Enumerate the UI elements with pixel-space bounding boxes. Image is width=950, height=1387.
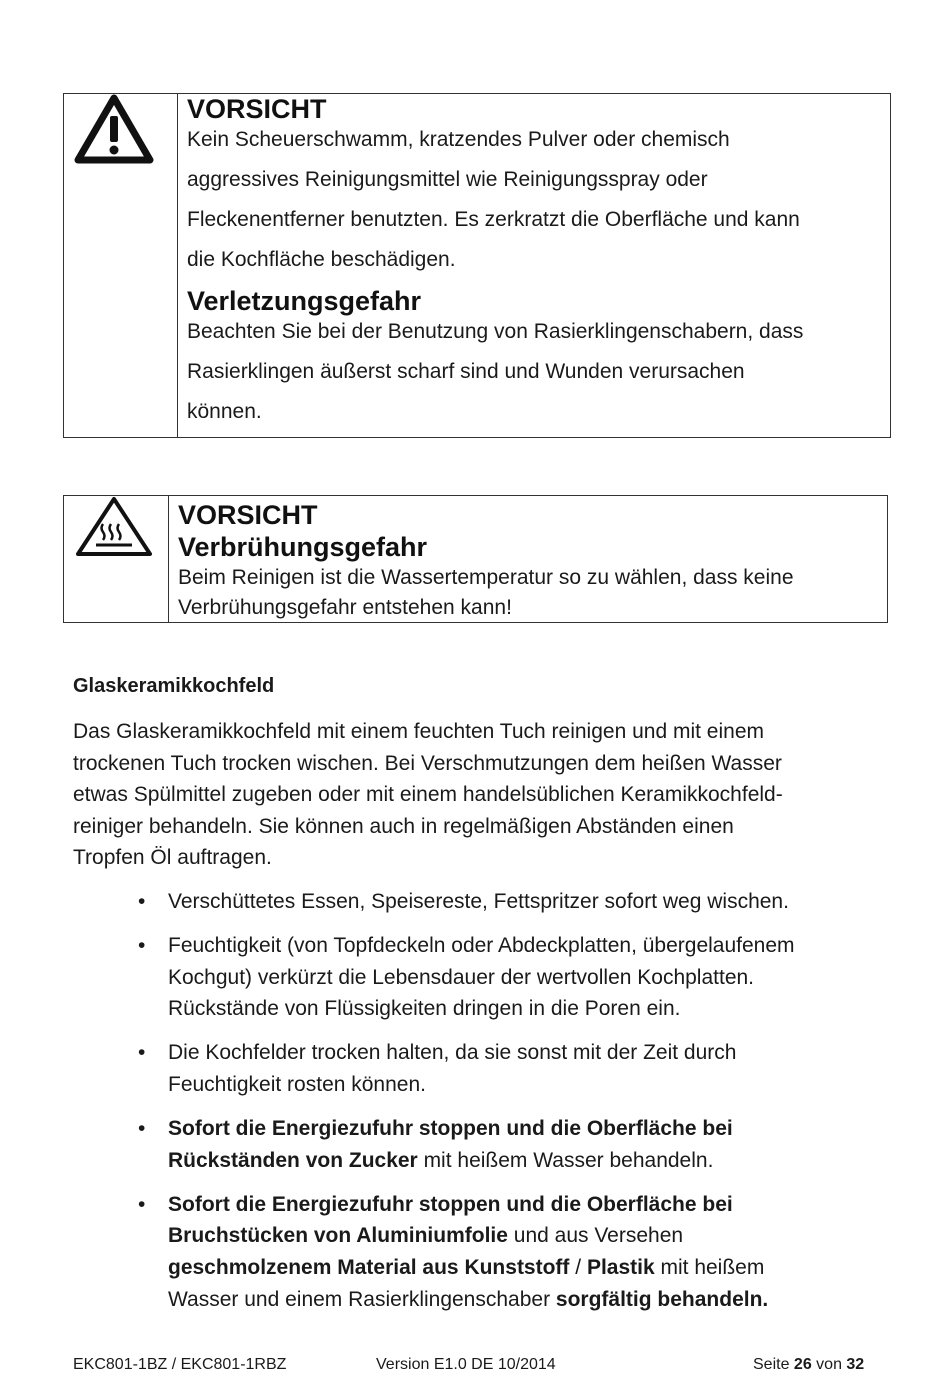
list-item-text: und aus Versehen [507, 1224, 684, 1248]
scalding-hazard-heading: Verbrühungsgefahr [178, 532, 428, 562]
list-item [73, 1113, 873, 1176]
list-item-line [168, 1284, 873, 1316]
hot-surface-icon-cell [64, 496, 169, 622]
page-current: 26 [793, 1356, 812, 1373]
bold-text: Plastik [586, 1255, 655, 1279]
footer-model: EKC801-1BZ / EKC801-1RBZ [73, 1356, 287, 1373]
hot-surface-icon [74, 496, 154, 558]
page-mid: von [811, 1356, 847, 1373]
list-item-line: Feuchtigkeit rosten können. [168, 1072, 426, 1096]
bold-text: Sofort die Energiezufuhr stoppen und die Oberfläche bei [168, 1117, 733, 1141]
warning-text-line: Kein Scheuerschwamm, kratzendes Pulver oder chemisch [187, 128, 730, 151]
warning-text-line: Beim Reinigen ist die Wassertemperatur so zu wählen, dass keine [178, 566, 794, 589]
list-item-text: mit heißem Wasser behandeln. [417, 1148, 714, 1172]
warning-box-scalding [63, 495, 888, 623]
warning-text-line: Fleckenentferner benutzten. Es zerkratzt die Oberfläche und kann [187, 208, 800, 231]
warning-heading: VORSICHT [187, 94, 327, 124]
warning-text-line: die Kochfläche beschädigen. [187, 248, 456, 271]
paragraph-line: etwas Spülmittel zugeben oder mit einem handelsüblichen Keramikkochfeld- [73, 783, 783, 807]
list-item-line: Verschüttetes Essen, Speisereste, Fettspritzer sofort weg wischen. [168, 890, 789, 913]
bold-text: Sofort die Energiezufuhr stoppen und die Oberfläche bei [168, 1192, 733, 1216]
warning-triangle-icon [74, 94, 154, 164]
list-item-line [168, 1252, 873, 1284]
care-bullet-list [73, 886, 873, 1328]
warning-box-caution [63, 93, 891, 438]
list-item [73, 886, 873, 918]
page-total: 32 [846, 1356, 865, 1373]
bold-text: Rückständen von Zucker [168, 1148, 418, 1172]
list-item-line [168, 1145, 873, 1177]
section-paragraph [73, 716, 873, 874]
injury-hazard-text [187, 312, 803, 432]
paragraph-line: reiniger behandeln. Sie können auch in regelmäßigen Abständen einen [73, 814, 734, 838]
bullet-icon: • [138, 1041, 146, 1065]
bold-text: sorgfältig behandeln. [555, 1287, 769, 1311]
warning-text-line: aggressives Reinigungsmittel wie Reinigungsspray oder [187, 168, 708, 191]
list-item [73, 930, 873, 1025]
bullet-icon: • [138, 1117, 146, 1141]
list-item-line: Rückstände von Flüssigkeiten dringen in die Poren ein. [168, 997, 681, 1021]
bold-text: Bruchstücken von Aluminiumfolie [168, 1224, 508, 1248]
paragraph-line: trockenen Tuch trocken wischen. Bei Verschmutzungen dem heißen Wasser [73, 751, 782, 775]
bullet-icon: • [138, 934, 146, 958]
list-item-line [168, 1220, 873, 1252]
page-prefix: Seite [753, 1356, 794, 1373]
list-item [73, 1037, 873, 1100]
paragraph-line: Das Glaskeramikkochfeld mit einem feuchten Tuch reinigen und mit einem [73, 720, 764, 743]
warning-text-line: können. [187, 400, 262, 423]
bold-text: geschmolzenem Material aus Kunststoff [168, 1255, 570, 1279]
footer-version: Version E1.0 DE 10/2014 [376, 1356, 556, 1373]
warning-heading: VORSICHT [178, 500, 318, 530]
warning-text-line: Verbrühungsgefahr entstehen kann! [178, 596, 512, 619]
bullet-icon: • [138, 890, 146, 913]
warning-text-line: Beachten Sie bei der Benutzung von Rasierklingenschabern, dass [187, 320, 804, 343]
bullet-icon: • [138, 1192, 146, 1216]
list-item [73, 1189, 873, 1315]
warning-icon-cell [64, 94, 178, 437]
warning-text-cell [178, 94, 803, 437]
list-item-line [168, 1189, 873, 1221]
warning-text-line: Rasierklingen äußerst scharf sind und Wunden verursachen [187, 360, 745, 383]
list-item-line: Kochgut) verkürzt die Lebensdauer der wertvollen Kochplatten. [168, 965, 755, 989]
list-item-line [168, 1113, 873, 1145]
list-item-text: mit heißem [654, 1255, 765, 1279]
paragraph-line: Tropfen Öl auftragen. [73, 846, 272, 870]
scalding-text-cell [169, 496, 794, 622]
list-item-line: Feuchtigkeit (von Topfdeckeln oder Abdeckplatten, übergelaufenem [168, 934, 795, 958]
warning-text [187, 120, 803, 280]
injury-hazard-heading: Verletzungsgefahr [187, 286, 422, 316]
scalding-hazard-text [178, 563, 794, 623]
list-item-text: / [569, 1255, 587, 1279]
section-title: Glaskeramikkochfeld [73, 675, 275, 697]
list-item-line: Die Kochfelder trocken halten, da sie sonst mit der Zeit durch [168, 1041, 737, 1065]
list-item-text: Wasser und einem Rasierklingenschaber [168, 1287, 556, 1311]
footer-page-number [753, 1356, 864, 1374]
